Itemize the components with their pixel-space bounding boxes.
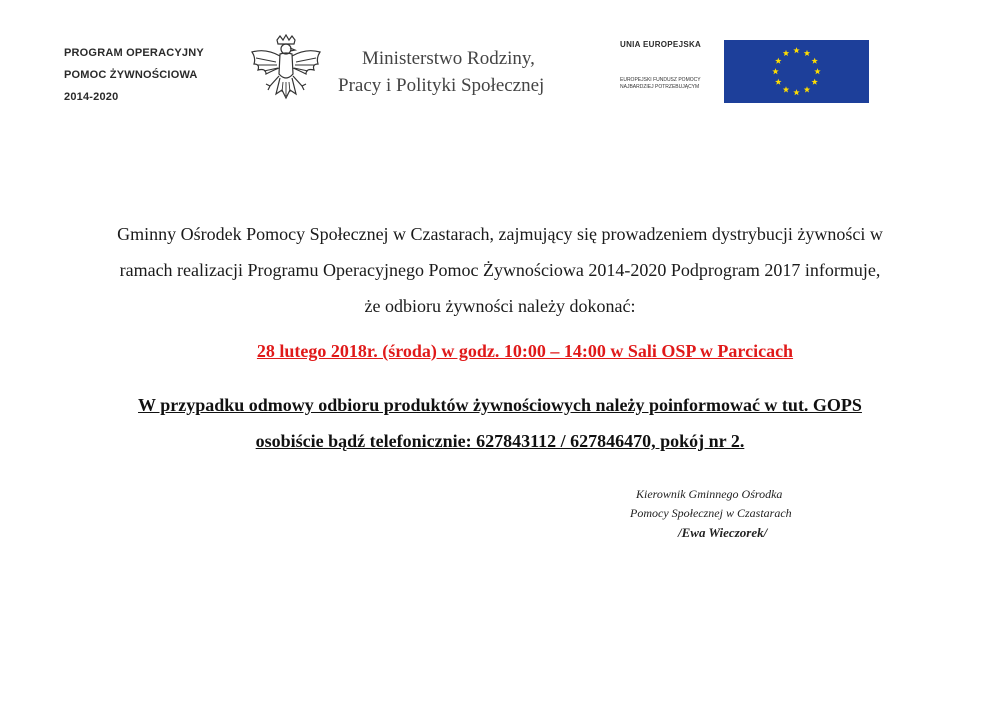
polish-eagle-emblem-icon	[246, 34, 326, 112]
refusal-notice	[30, 387, 970, 459]
signature-name: /Ewa Wieczorek/	[678, 525, 768, 540]
program-logo	[64, 42, 244, 108]
signature-title-line2: Pomocy Społecznej w Czastarach	[630, 506, 792, 520]
eu-title: UNIA EUROPEJSKA	[620, 40, 702, 49]
program-logo-line3: 2014-2020	[64, 91, 119, 103]
intro-line-2: ramach realizacji Programu Operacyjnego Pomoc Żywnościowa 2014-2020 Podprogram 2017 informuje,	[119, 260, 881, 280]
eu-fund-line2: NAJBARDZIEJ POTRZEBUJĄCYM	[620, 84, 700, 90]
distribution-date: 28 lutego 2018r. (środa) w godz. 10:00 – 14:00 w Sali OSP w Parcicach	[256, 341, 794, 361]
refusal-notice-line-2: osobiście bądź telefonicznie: 627843112 / 627846470, pokój nr 2.	[255, 431, 745, 451]
ministry-name-line2: Pracy i Polityki Społecznej	[338, 75, 545, 96]
eu-fund-line1: EUROPEJSKI FUNDUSZ POMOCY	[620, 77, 701, 83]
ministry-name	[338, 45, 598, 99]
signature-title-line1: Kierownik Gminnego Ośrodka	[636, 487, 783, 501]
intro-line-1: Gminny Ośrodek Pomocy Społecznej w Czastarach, zajmujący się prowadzeniem dystrybucji żywności w	[117, 224, 883, 244]
signature-block	[610, 485, 870, 542]
ministry-name-line1: Ministerstwo Rodziny,	[362, 48, 535, 69]
intro-paragraph	[30, 216, 970, 324]
eu-fund	[620, 77, 720, 91]
eu-flag-icon	[724, 40, 869, 103]
refusal-notice-line-1: W przypadku odmowy odbioru produktów żywnościowych należy poinformować w tut. GOPS	[138, 395, 862, 415]
eu-label	[620, 40, 720, 91]
program-logo-line2: POMOC ŻYWNOŚCIOWA	[64, 69, 198, 81]
program-logo-line1: PROGRAM OPERACYJNY	[64, 47, 204, 59]
intro-line-3: że odbioru żywności należy dokonać:	[364, 296, 636, 316]
